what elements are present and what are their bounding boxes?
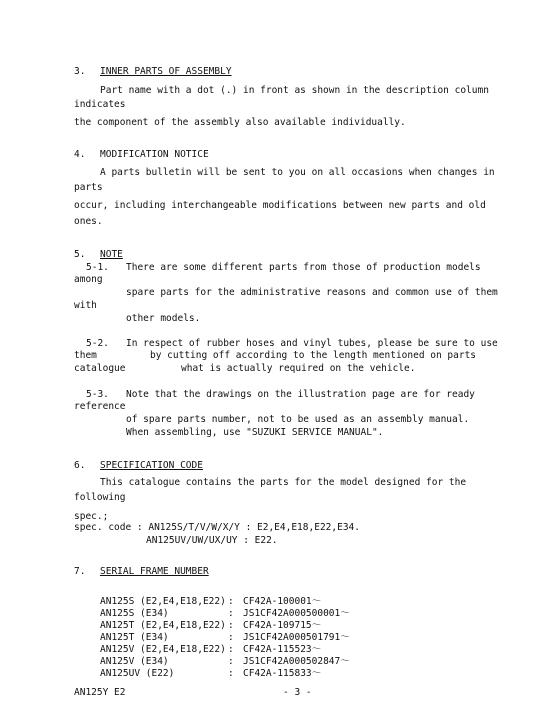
note-5-2-line-2a: them	[74, 350, 97, 361]
note-5-3-line-2: reference	[74, 401, 126, 412]
section-4-number: 4.	[74, 149, 86, 160]
serial-cell: CF42A-109715～	[243, 620, 322, 631]
section-6-spec-code: spec. code : AN125S/T/V/W/X/Y : E2,E4,E18,E22,E34.	[74, 522, 360, 533]
separator-cell: :	[228, 644, 234, 655]
section-5-title: NOTE	[100, 249, 123, 260]
page-number: - 3 -	[283, 687, 312, 698]
note-5-3-line-4: When assembling, use "SUZUKI SERVICE MANUAL".	[126, 427, 384, 438]
separator-cell: :	[228, 668, 234, 679]
section-6-spec-code-cont: AN125UV/UW/UX/UY : E22.	[146, 535, 278, 546]
section-6-line-2: following	[74, 492, 126, 503]
model-cell: AN125T (E2,E4,E18,E22)	[100, 620, 226, 631]
note-5-2-line-3a: catalogue	[74, 363, 126, 374]
section-3-number: 3.	[74, 66, 86, 77]
model-cell: AN125S (E34)	[100, 608, 169, 619]
section-3-title: INNER PARTS OF ASSEMBLY	[100, 66, 232, 77]
note-5-2-number: 5-2.	[86, 338, 109, 349]
separator-cell: :	[228, 620, 234, 631]
section-6-line-1: This catalogue contains the parts for the model designed for the	[100, 477, 467, 488]
section-3-line-2: indicates	[74, 99, 126, 110]
serial-cell: JS1CF42A000501791～	[243, 632, 350, 643]
note-5-2-line-2b: by cutting off according to the length mentioned on parts	[150, 350, 477, 361]
note-5-1-number: 5-1.	[86, 262, 109, 273]
serial-cell: CF42A-100001～	[243, 596, 322, 607]
separator-cell: :	[228, 608, 234, 619]
section-6-line-3: spec.;	[74, 511, 109, 522]
serial-cell: JS1CF42A000502847～	[243, 656, 350, 667]
section-3-line-1: Part name with a dot (.) in front as shown in the description column	[100, 85, 489, 96]
section-4-line-1: A parts bulletin will be sent to you on all occasions when changes in	[100, 167, 495, 178]
serial-cell: CF42A-115523～	[243, 644, 322, 655]
note-5-1-line-3: spare parts for the administrative reasons and common use of them	[126, 287, 498, 298]
section-5-number: 5.	[74, 249, 86, 260]
note-5-1-line-1: There are some different parts from those of production models	[126, 262, 481, 273]
section-4-line-2: parts	[74, 182, 103, 193]
serial-cell: CF42A-115833～	[243, 668, 322, 679]
note-5-3-line-1: Note that the drawings on the illustration page are for ready	[126, 389, 475, 400]
section-3-line-3: the component of the assembly also available individually.	[74, 117, 406, 128]
model-cell: AN125S (E2,E4,E18,E22)	[100, 596, 226, 607]
model-cell: AN125V (E2,E4,E18,E22)	[100, 644, 226, 655]
model-cell: AN125UV (E22)	[100, 668, 175, 679]
model-cell: AN125T (E34)	[100, 632, 169, 643]
section-7-number: 7.	[74, 566, 86, 577]
section-4-line-4: ones.	[74, 216, 103, 227]
section-4-title: MODIFICATION NOTICE	[100, 149, 209, 160]
section-4-line-3: occur, including interchangeable modifications between new parts and old	[74, 200, 486, 211]
note-5-1-line-5: other models.	[126, 313, 201, 324]
separator-cell: :	[228, 632, 234, 643]
separator-cell: :	[228, 596, 234, 607]
separator-cell: :	[228, 656, 234, 667]
note-5-3-number: 5-3.	[86, 389, 109, 400]
section-6-number: 6.	[74, 460, 86, 471]
note-5-1-line-2: among	[74, 274, 103, 285]
note-5-1-line-4: with	[74, 300, 97, 311]
note-5-2-line-1: In respect of rubber hoses and vinyl tubes, please be sure to use	[126, 338, 498, 349]
footer-model-code: AN125Y E2	[74, 687, 126, 698]
serial-cell: JS1CF42A000500001～	[243, 608, 350, 619]
model-cell: AN125V (E34)	[100, 656, 169, 667]
section-7-title: SERIAL FRAME NUMBER	[100, 566, 209, 577]
section-6-title: SPECIFICATION CODE	[100, 460, 203, 471]
note-5-3-line-3: of spare parts number, not to be used as an assembly manual.	[126, 414, 470, 425]
note-5-2-line-3b: what is actually required on the vehicle.	[181, 363, 416, 374]
